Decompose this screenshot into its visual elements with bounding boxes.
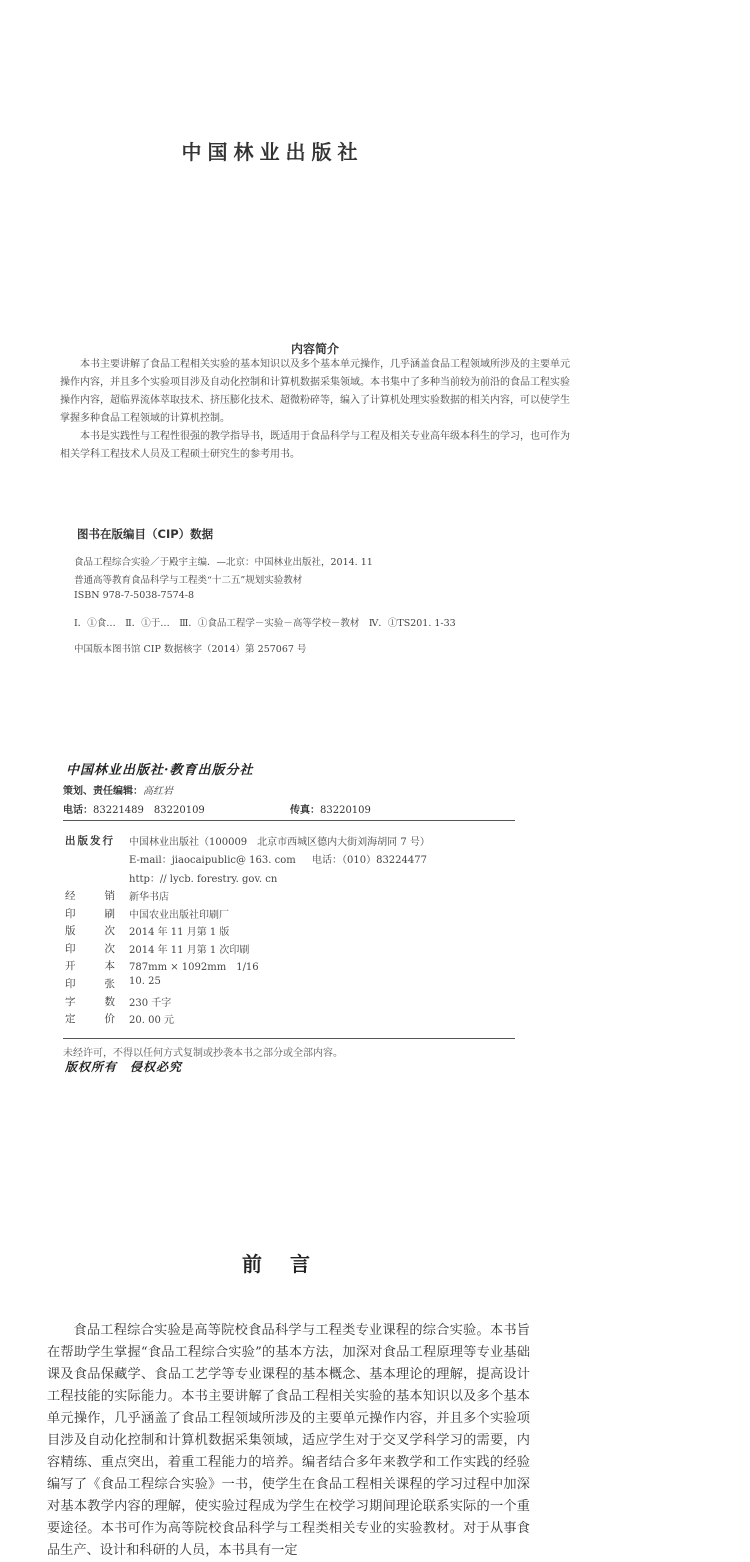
phone-line [63,801,205,816]
detail-value: 10. 25 [129,976,161,987]
phone-label: 电话： [63,805,93,816]
detail-value: 230 千字 [129,997,172,1009]
distribution-value: 中国林业出版社（100009 北京市西城区德内大街刘海胡同 7 号） [129,837,430,848]
divider-bottom [63,1038,515,1039]
distribution-label: 出版发行 [65,835,113,847]
detail-label: 印张 [65,978,115,990]
detail-label: 印次 [65,942,115,955]
fax-line [290,801,371,816]
preface-body [47,1320,530,1562]
detail-label: 开本 [65,960,115,973]
branch-name: 中国林业出版社·教育出版分社 [66,763,254,778]
summary-paragraph-2: 本书是实践性与工程性很强的教学指导书，既适用于食品科学与工程及相关专业高年级本科生的学习，也可作为相关学科工程技术人员及工程硕士研究生的参考用书。 [60,431,570,460]
tel-value: 电话：（010）83224477 [312,855,427,866]
editor-name: 高红岩 [143,786,173,797]
cip-line-4: Ⅰ．①食… Ⅱ．①于… Ⅲ．①食品工程学－实验－高等学校－教材 Ⅳ．①TS201. 1-33 [74,618,456,629]
detail-value: 2014 年 11 月第 1 次印刷 [129,944,250,956]
detail-value: 20. 00 元 [129,1015,174,1027]
fax-value: 83220109 [320,805,371,816]
editor-label: 策划、责任编辑： [63,786,143,797]
cip-line-2: 普通高等教育食品科学与工程类“十二五”规划实验教材 [74,575,303,586]
summary-heading: 内容简介 [290,342,339,356]
cip-line-3: ISBN 978-7-5038-7574-8 [74,590,194,601]
divider-top [63,820,515,821]
detail-value: 2014 年 11 月第 1 版 [129,927,230,939]
detail-value: 中国农业出版社印刷厂 [129,909,229,921]
detail-label: 版次 [65,925,115,938]
preface-heading: 前言 [242,1252,338,1276]
preface-paragraph: 食品工程综合实验是高等院校食品科学与工程类专业课程的综合实验。本书旨在帮助学生掌握“食品工程综合实验”的基本方法，加深对食品工程原理等专业基础课及食品保藏学、食品工艺学等专业课程的基本概念、基本理论的理解，提高设计工程技能的实际能力。本书主要讲解了食品工程相关实验的基本知识以及多个基本单元操作，几乎涵盖了食品工程领域所涉及的主要单元操作内容，并且多个实验项目涉及自动化控制和计算机数据采集领域，适应学生对于交叉学科学习的需要，内容精练、重点突出，着重工程能力的培养。编者结合多年来教学和工作实践的经验编写了《食品工程综合实验》一书，使学生在食品工程相关课程的学习过程中加深对基本教学内容的理解，使实验过程成为学生在校学习期间理论联系实际的一个重要途径。本书可作为高等院校食品科学与工程类相关专业的实验教材。对于从事食品生产、设计和科研的人员，本书具有一定 [47,1323,530,1558]
editor-line [63,782,173,797]
detail-label: 经销 [65,890,115,902]
phone-value: 83221489 83220109 [93,805,205,816]
copyright-stamp: 版权所有 侵权必究 [65,1060,183,1074]
cip-heading: 图书在版编目（CIP）数据 [77,527,214,541]
detail-label: 字数 [65,995,115,1008]
publisher-title: 中国林业出版社 [181,140,364,164]
web-value: http：// lycb. forestry. gov. cn [129,874,278,885]
cip-line-1: 食品工程综合实验／于殿宇主编．—北京：中国林业出版社，2014. 11 [74,557,373,568]
detail-value: 787mm × 1092mm 1/16 [129,962,259,974]
summary-paragraph-1: 本书主要讲解了食品工程相关实验的基本知识以及多个基本单元操作，几乎涵盖食品工程领域所涉及的主要单元操作内容，并且多个实验项目涉及自动化控制和计算机数据采集领域。本书集中了多种当前较为前沿的食品工程实验操作内容，超临界流体萃取技术、挤压膨化技术、超微粉碎等，编入了计算机处理实验数据的相关内容，可以使学生掌握多种食品工程领域的计算机控制。 [60,359,570,424]
summary-body [60,356,570,464]
cip-line-5: 中国版本图书馆 CIP 数据核字（2014）第 257067 号 [74,644,307,655]
copyright-note: 未经许可，不得以任何方式复制或抄袭本书之部分或全部内容。 [63,1048,343,1059]
email-value: E-mail：jiaocaipublic@ 163. com [129,855,296,866]
detail-value: 新华书店 [129,892,169,903]
fax-label: 传真： [290,805,320,816]
detail-label: 定价 [65,1013,115,1026]
detail-label: 印刷 [65,907,115,920]
